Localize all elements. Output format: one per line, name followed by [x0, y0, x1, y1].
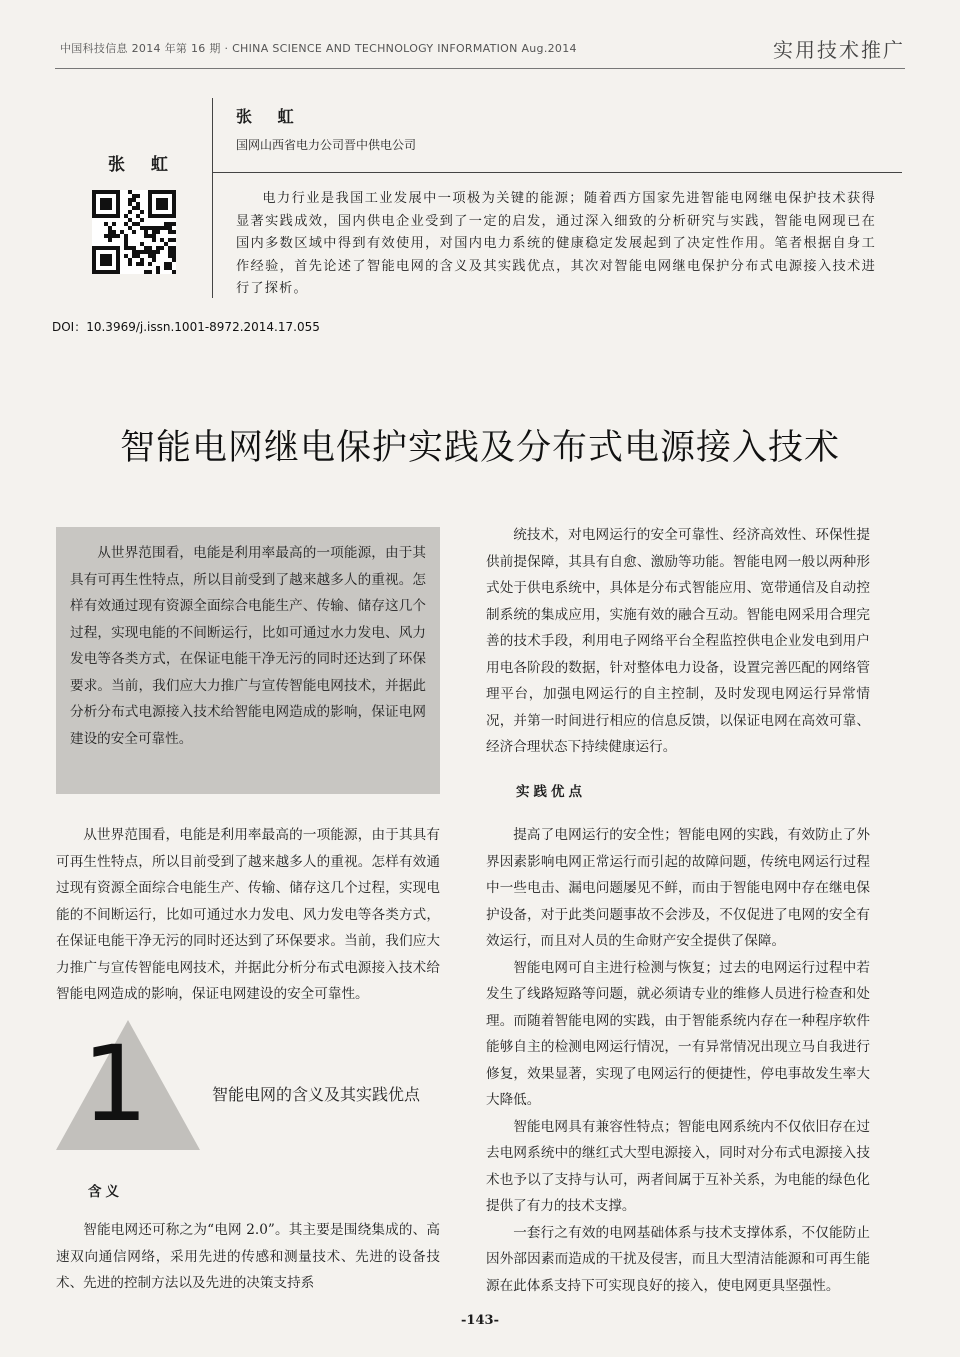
journal-header: 中国科技信息 2014 年第 16 期 · CHINA SCIENCE AND TECHNOLOGY INFORMATION Aug.2014	[60, 42, 577, 55]
advantages-text	[486, 822, 870, 1299]
intro-paragraph: 从世界范围看，电能是利用率最高的一项能源，由于其具有可再生性特点，所以目前受到了越来越多人的重视。怎样有效通过现有资源全面综合电能生产、传输、储存这几个过程，实现电能的不间断运行，比如可通过水力发电、风力发电等各类方式，在保证电能干净无污的同时还达到了环保要求。当前，我们应大力推广与宣传智能电网技术，并据此分析分布式电源接入技术给智能电网造成的影响，保证电网建设的安全可靠性。	[56, 827, 440, 1002]
meaning-paragraph-continued: 统技术，对电网运行的安全可靠性、经济高效性、环保性提供前提保障，其具有自愈、激励等功能。智能电网一般以两种形式处于供电系统中，具体是分布式智能应用、宽带通信及自动控制系统的集成应用，实施有效的融合互动。智能电网采用合理完善的技术手段，利用电子网络平台全程监控供电企业发电到用户用电各阶段的数据，针对整体电力设备，设置完善匹配的网络管理平台，加强电网运行的自主控制，及时发现电网运行异常情况，并第一时间进行相应的信息反馈，以保证电网在高效可靠、经济合理状态下持续健康运行。	[486, 527, 870, 755]
horizontal-divider	[212, 172, 902, 173]
author-name: 张 虹	[236, 107, 304, 126]
abstract: 电力行业是我国工业发展中一项极为关键的能源；随着西方国家先进智能电网继电保护技术获得显著实践成效，国内供电企业受到了一定的启发，通过深入细致的分析研究与实践，智能电网现已在国内多数区域中得到有效使用，对国内电力系统的健康稳定发展起到了决定性作用。笔者根据自身工作经验，首先论述了智能电网的含义及其实践优点，其次对智能电网继电保护分布式电源接入技术进行了探析。	[236, 191, 876, 296]
meaning-paragraph: 智能电网还可称之为“电网 2.0”。其主要是围绕集成的、高速双向通信网络，采用先进的传感和测量技术、先进的设备技术、先进的控制方法以及先进的决策支持系	[56, 1222, 440, 1291]
section-tag: 实用技术推广	[773, 38, 905, 62]
subsection-heading-meaning: 含义	[88, 1184, 123, 1200]
qr-code-icon	[92, 190, 176, 274]
section-title: 智能电网的含义及其实践优点	[212, 1085, 421, 1104]
article-title: 智能电网继电保护实践及分布式电源接入技术	[119, 428, 840, 468]
author-name-left: 张 虹	[108, 155, 178, 175]
advantage-paragraph: 一套行之有效的电网基础体系与技术支撑体系，不仅能防止因外部因素而造成的干扰及侵害，而且大型清洁能源和可再生能源在此体系支持下可实现良好的接入，使电网更具坚强性。	[486, 1224, 870, 1294]
advantage-paragraph: 提高了电网运行的安全性；智能电网的实践，有效防止了外界因素影响电网正常运行而引起的故障问题，传统电网运行过程中一些电击、漏电问题屡见不鲜，而由于智能电网中存在继电保护设备，对于此类问题事故不会涉及，不仅促进了电网的安全有效运行，而且对人员的生命财产安全提供了保障。	[486, 827, 870, 949]
vertical-divider	[212, 98, 213, 298]
advantage-paragraph: 智能电网可自主进行检测与恢复；过去的电网运行过程中若发生了线路短路等问题，就必须请专业的维修人员进行检查和处理。而随着智能电网的实践，由于智能系统内存在一种程序软件能够自主的检测电网运行情况，一有异常情况出现立马自我进行修复，效果显著，实现了电网运行的便捷性，停电事故发生率大大降低。	[486, 959, 870, 1108]
section-number: 1	[82, 1023, 149, 1145]
intro-box-text: 从世界范围看，电能是利用率最高的一项能源，由于其具有可再生性特点，所以目前受到了越来越多人的重视。怎样有效通过现有资源全面综合电能生产、传输、储存这几个过程，实现电能的不间断运行，比如可通过水力发电、风力发电等各类方式，在保证电能干净无污的同时还达到了环保要求。当前，我们应大力推广与宣传智能电网技术，并据此分析分布式电源接入技术给智能电网造成的影响，保证电网建设的安全可靠性。	[70, 545, 426, 747]
advantage-paragraph: 智能电网具有兼容性特点；智能电网系统内不仅依旧存在过去电网系统中的继红式大型电源接入，同时对分布式电源接入技术也予以了支持与认可，两者间属于互补关系，为电能的绿色化提供了有力的技术支撑。	[486, 1118, 870, 1214]
page-number: -143-	[461, 1313, 499, 1328]
doi: DOI：10.3969/j.issn.1001-8972.2014.17.055	[52, 320, 320, 334]
author-affiliation: 国网山西省电力公司晋中供电公司	[236, 138, 417, 152]
subsection-heading-advantages: 实践优点	[516, 784, 586, 800]
header-rule	[55, 68, 905, 69]
